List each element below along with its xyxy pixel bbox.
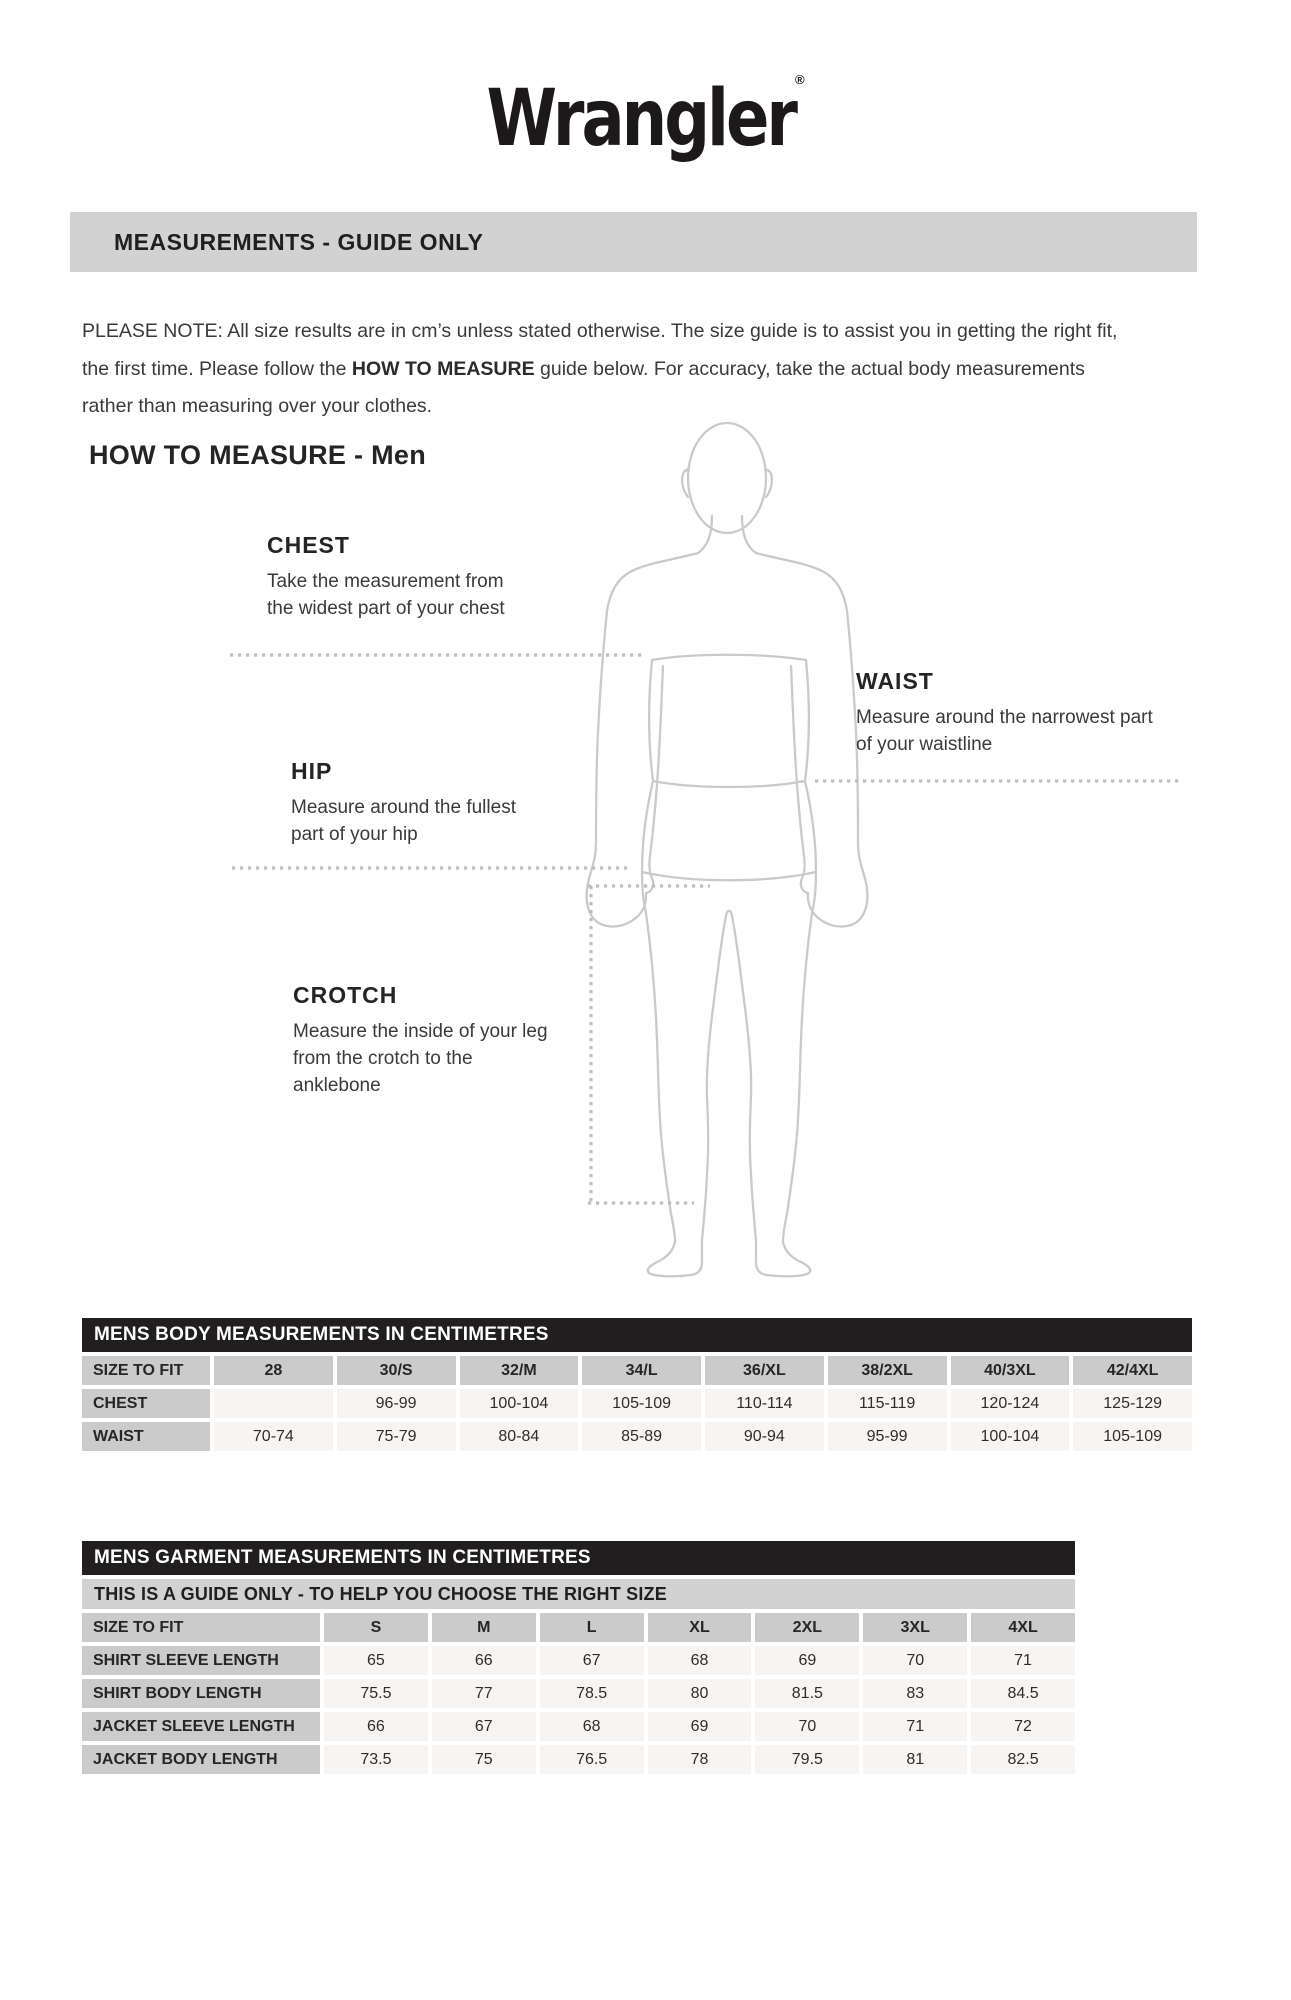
right-arm-outline (756, 553, 867, 927)
head-outline (688, 423, 766, 533)
measurement-value-cell: 115-119 (828, 1389, 947, 1418)
measurement-value-cell: 95-99 (828, 1422, 947, 1451)
size-column-header-cell: XL (648, 1613, 752, 1642)
measurement-value-cell: 79.5 (755, 1745, 859, 1774)
size-to-fit-header-cell: SIZE TO FIT (82, 1613, 320, 1642)
measurement-value-cell: 68 (648, 1646, 752, 1675)
measurement-value-cell: 75.5 (324, 1679, 428, 1708)
measurement-value-cell: 66 (432, 1646, 536, 1675)
right-leg-outline (732, 913, 812, 1276)
measurement-value-cell: 71 (971, 1646, 1075, 1675)
mens-garment-measurements-table (82, 1541, 1075, 1774)
torso-measure-band-outline (642, 655, 816, 913)
measurement-value-cell: 125-129 (1073, 1389, 1192, 1418)
measurement-value-cell: 70-74 (214, 1422, 333, 1451)
size-column-header-cell: 3XL (863, 1613, 967, 1642)
measurement-value-cell: 69 (648, 1712, 752, 1741)
measurement-value-cell: 110-114 (705, 1389, 824, 1418)
crotch-label: CROTCH (293, 982, 398, 1008)
body-table-grid (82, 1356, 1192, 1451)
wrangler-logo-text: Wrangler (486, 74, 795, 165)
neck-outline (698, 516, 756, 553)
size-column-header-cell: 38/2XL (828, 1356, 947, 1385)
male-body-outline-figure (0, 420, 1291, 1300)
crotch-outline (726, 911, 732, 916)
measurement-value-cell: 73.5 (324, 1745, 428, 1774)
size-column-header-cell: 34/L (582, 1356, 701, 1385)
mens-body-measurements-table (82, 1318, 1192, 1451)
row-label-cell: JACKET BODY LENGTH (82, 1745, 320, 1774)
row-label-cell: JACKET SLEEVE LENGTH (82, 1712, 320, 1741)
measurement-value-cell: 80 (648, 1679, 752, 1708)
crotch-measure-callout (293, 982, 563, 1100)
measurement-value-cell: 72 (971, 1712, 1075, 1741)
size-column-header-cell: 30/S (337, 1356, 456, 1385)
note-bold-phrase: HOW TO MEASURE (351, 357, 535, 380)
garment-table-grid (82, 1613, 1075, 1774)
measurement-value-cell: 78 (648, 1745, 752, 1774)
measurement-value-cell: 82.5 (971, 1745, 1075, 1774)
please-note-paragraph (82, 313, 1134, 426)
size-column-header-cell: 42/4XL (1073, 1356, 1192, 1385)
how-to-measure-section (0, 420, 1291, 1300)
measurement-value-cell: 81 (863, 1745, 967, 1774)
measurement-value-cell: 84.5 (971, 1679, 1075, 1708)
measurement-value-cell: 83 (863, 1679, 967, 1708)
banner-label: MEASUREMENTS - GUIDE ONLY (114, 229, 484, 255)
measurement-value-cell: 90-94 (705, 1422, 824, 1451)
size-column-header-cell: M (432, 1613, 536, 1642)
measurement-value-cell: 105-109 (1073, 1422, 1192, 1451)
measurement-value-cell: 80-84 (460, 1422, 579, 1451)
measurement-value-cell: 66 (324, 1712, 428, 1741)
measurement-value-cell: 68 (540, 1712, 644, 1741)
note-text-start: PLEASE NOTE: All size results are in cm’s unless stated otherwise. The size guide is to assist you in getting the right fit, the first time. Please follow the (82, 320, 1118, 380)
hip-label: HIP (291, 758, 333, 784)
row-label-cell: SHIRT BODY LENGTH (82, 1679, 320, 1708)
garment-table-title-bar: MENS GARMENT MEASUREMENTS IN CENTIMETRES (82, 1541, 1075, 1575)
measurement-value-cell: 76.5 (540, 1745, 644, 1774)
note-text-end: guide below. For accuracy, take the actual body measurements rather than measuring over your clothes. (82, 357, 1085, 418)
size-column-header-cell: 4XL (971, 1613, 1075, 1642)
waist-description: Measure around the narrowest part of your waistline (856, 707, 1153, 755)
measurement-value-cell (214, 1389, 333, 1418)
measurements-guide-banner (70, 212, 1197, 272)
registered-trademark-icon: ® (794, 72, 805, 87)
measurement-value-cell: 100-104 (460, 1389, 579, 1418)
ears-outline (682, 470, 772, 497)
wrangler-logo (0, 72, 1291, 165)
size-column-header-cell: 36/XL (705, 1356, 824, 1385)
measurement-value-cell: 71 (863, 1712, 967, 1741)
measurement-value-cell: 67 (432, 1712, 536, 1741)
measurement-value-cell: 75-79 (337, 1422, 456, 1451)
chest-description: Take the measurement from the widest part of your chest (267, 571, 505, 619)
garment-table-subtitle-bar: THIS IS A GUIDE ONLY - TO HELP YOU CHOOSE THE RIGHT SIZE (82, 1579, 1075, 1609)
hip-description: Measure around the fullest part of your hip (291, 797, 516, 845)
waist-label: WAIST (856, 668, 934, 694)
measurement-value-cell: 85-89 (582, 1422, 701, 1451)
measurement-value-cell: 81.5 (755, 1679, 859, 1708)
row-label-cell: WAIST (82, 1422, 210, 1451)
size-column-header-cell: 32/M (460, 1356, 579, 1385)
body-table-title-bar: MENS BODY MEASUREMENTS IN CENTIMETRES (82, 1318, 1192, 1352)
measurement-value-cell: 120-124 (951, 1389, 1070, 1418)
left-leg-outline (646, 913, 726, 1276)
hip-measure-callout (291, 758, 521, 849)
how-to-measure-heading: HOW TO MEASURE - Men (89, 440, 427, 470)
size-to-fit-header-cell: SIZE TO FIT (82, 1356, 210, 1385)
measurement-value-cell: 78.5 (540, 1679, 644, 1708)
measurement-value-cell: 100-104 (951, 1422, 1070, 1451)
measurement-value-cell: 69 (755, 1646, 859, 1675)
crotch-description: Measure the inside of your leg from the crotch to the anklebone (293, 1021, 548, 1096)
size-column-header-cell: L (540, 1613, 644, 1642)
size-column-header-cell: 40/3XL (951, 1356, 1070, 1385)
measurement-value-cell: 70 (863, 1646, 967, 1675)
measurement-value-cell: 70 (755, 1712, 859, 1741)
measurement-value-cell: 96-99 (337, 1389, 456, 1418)
chest-label: CHEST (267, 532, 350, 558)
measurement-value-cell: 67 (540, 1646, 644, 1675)
row-label-cell: CHEST (82, 1389, 210, 1418)
waist-measure-callout (856, 668, 1156, 759)
chest-measure-callout (267, 532, 517, 623)
size-column-header-cell: S (324, 1613, 428, 1642)
measurement-value-cell: 75 (432, 1745, 536, 1774)
size-column-header-cell: 2XL (755, 1613, 859, 1642)
size-column-header-cell: 28 (214, 1356, 333, 1385)
measurement-value-cell: 77 (432, 1679, 536, 1708)
body-outline (587, 423, 868, 1276)
measurement-value-cell: 65 (324, 1646, 428, 1675)
measurement-value-cell: 105-109 (582, 1389, 701, 1418)
row-label-cell: SHIRT SLEEVE LENGTH (82, 1646, 320, 1675)
